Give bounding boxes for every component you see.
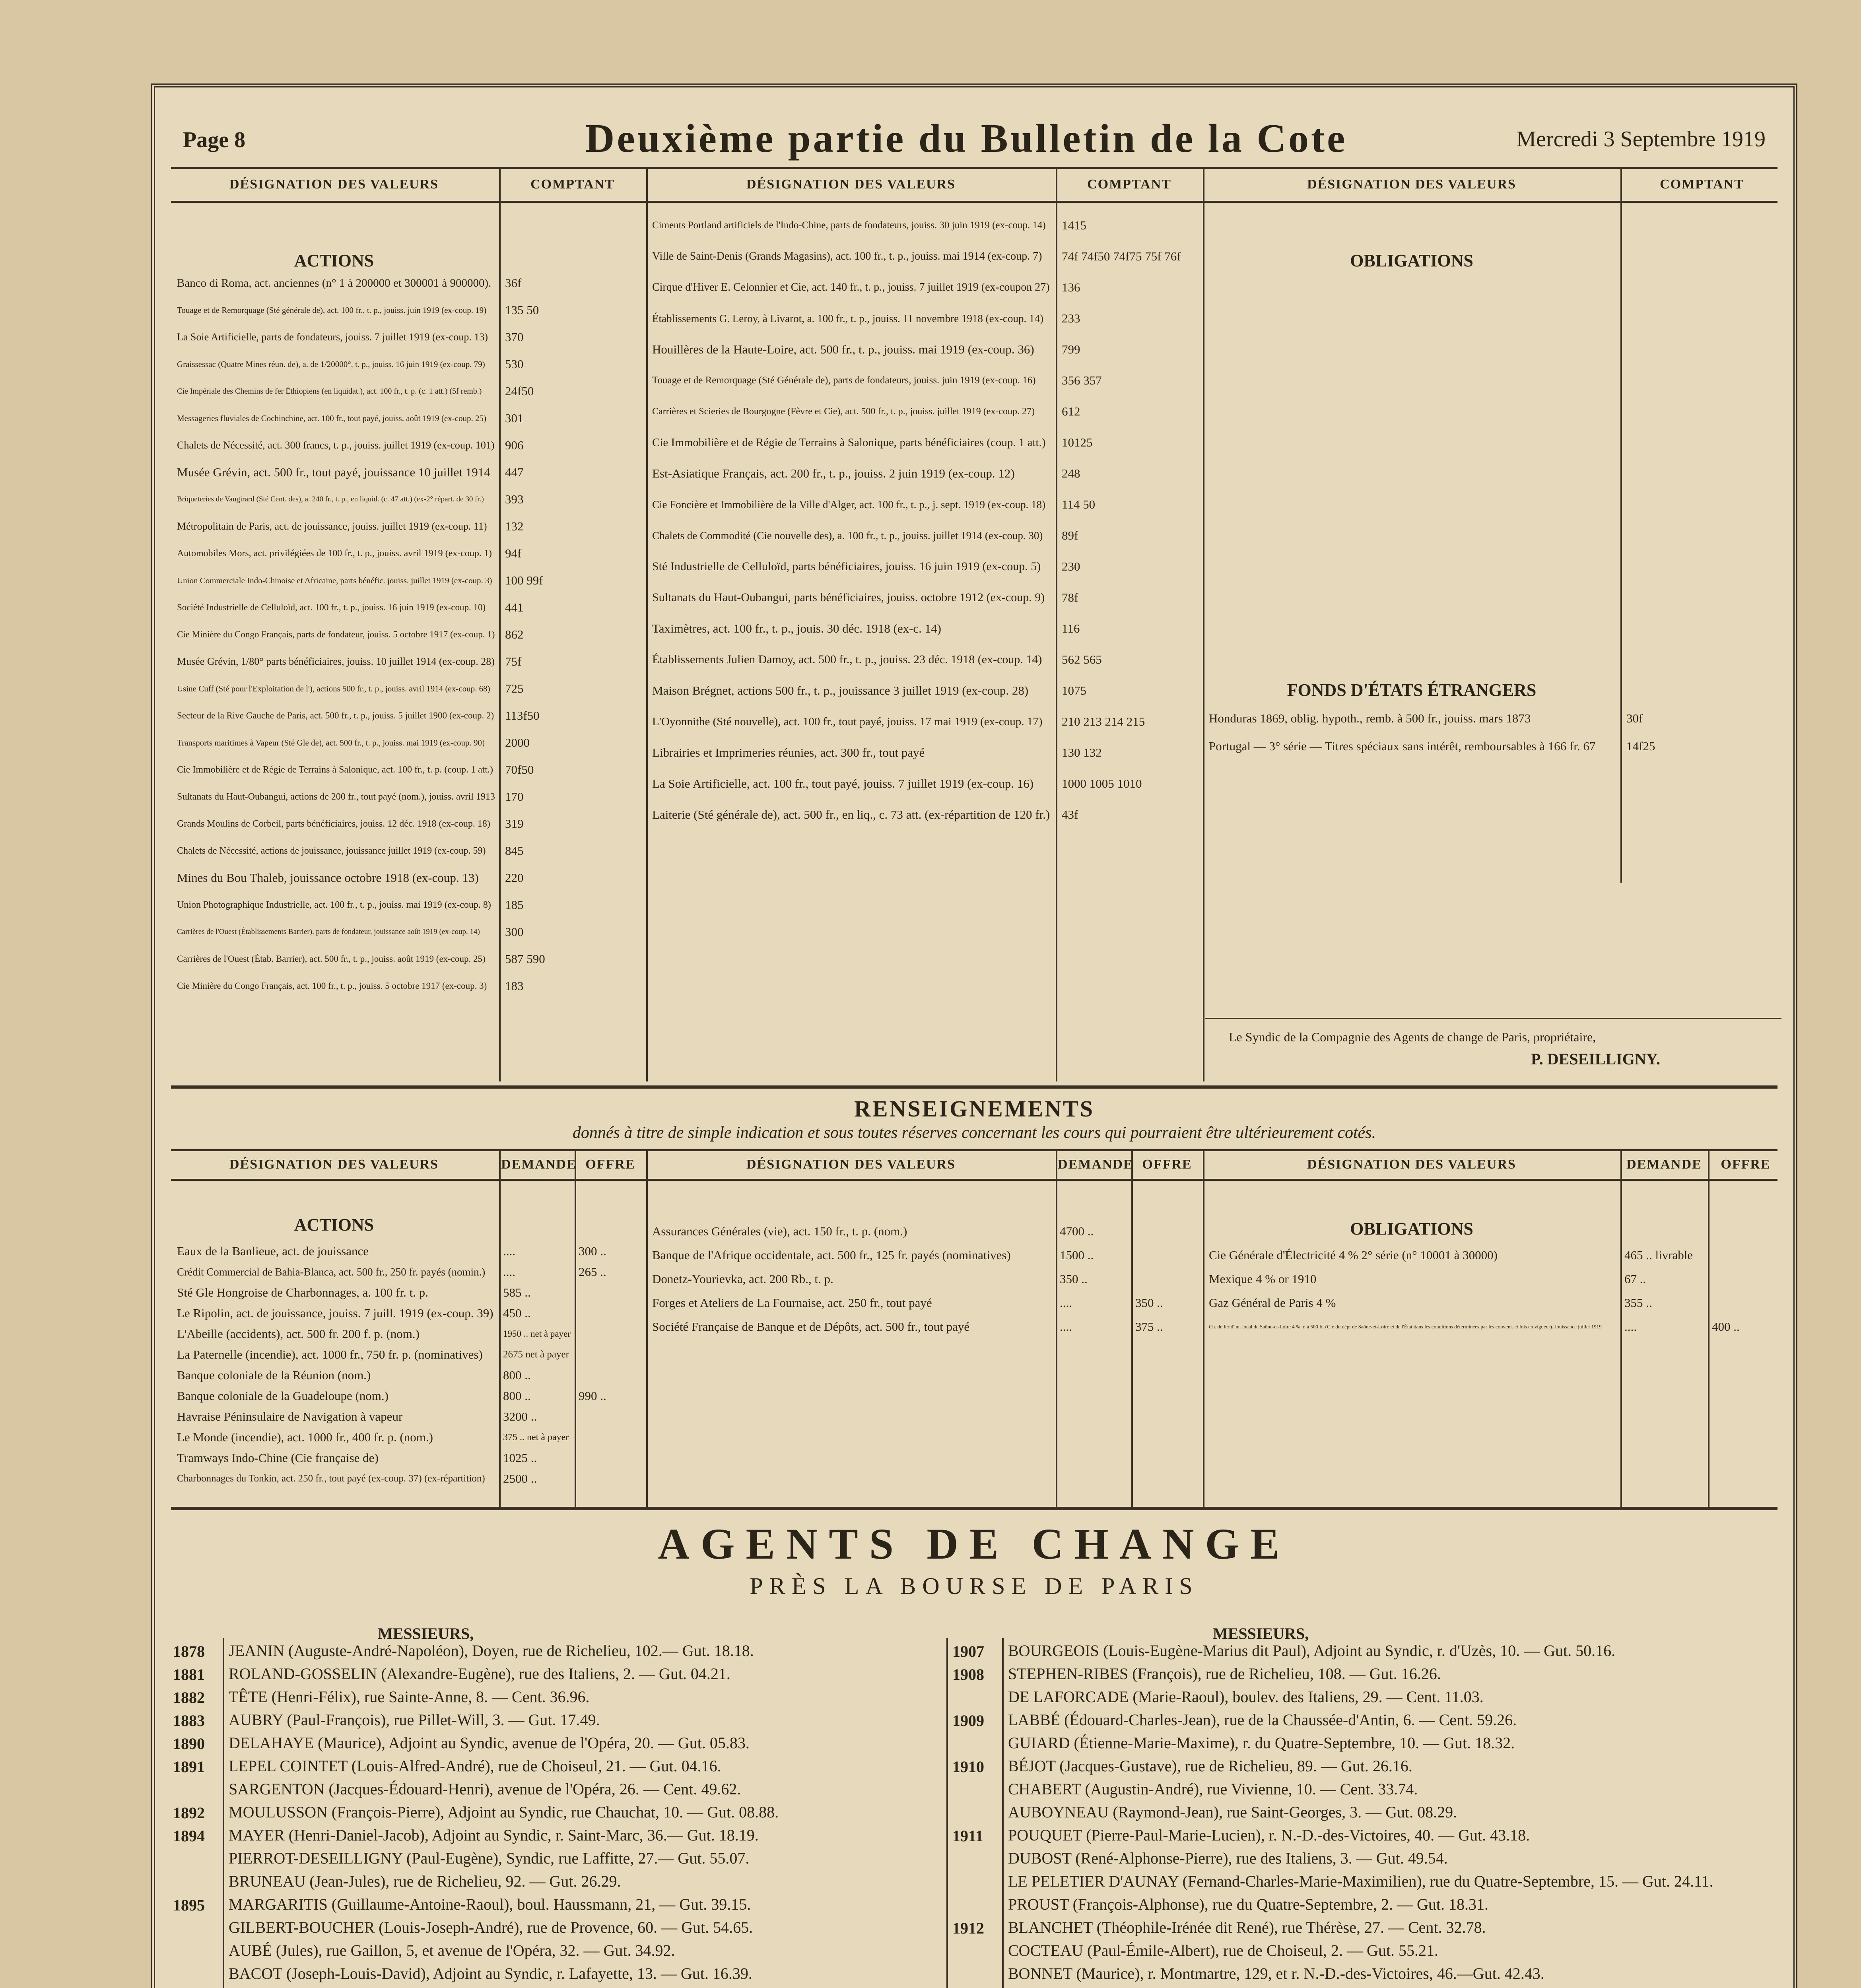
agent-entry: MOULUSSON (François-Pierre), Adjoint au Syndic, rue Chauchat, 10. — Gut. 08.88. [229,1803,779,1821]
renseign-name: Le Ripolin, act. de jouissance, jouiss. 7 juill. 1919 (ex-coup. 39) [177,1306,493,1320]
listing-price: 248 [1062,466,1080,480]
vline-1 [499,167,501,1081]
listing-name: La Soie Artificielle, parts de fondateurs, jouiss. 7 juillet 1919 (ex-coup. 13) [177,331,488,343]
listing-name: Cie Foncière et Immobilière de la Ville d'Alger, act. 100 fr., t. p., j. sept. 1919 (ex-coup. 18) [652,499,1046,511]
listing-price: 78f [1062,590,1078,604]
agent-entry: LE PELETIER D'AUNAY (Fernand-Charles-Marie-Maximilien), rue du Quatre-Septembre, 15. — Gut. 24.11. [1008,1872,1713,1890]
r-vline-1 [499,1149,501,1507]
renseign-demande: 1950 .. net à payer [503,1329,571,1339]
listing-name: Cie Minière du Congo Français, act. 100 fr., t. p., jouiss. 5 octobre 1917 (ex-coup. 3) [177,981,487,991]
r-col3-offre: OFFRE [1721,1157,1771,1172]
agent-year: 1890 [173,1735,205,1753]
page-header [179,115,1774,163]
agent-entry: AUBRY (Paul-François), rue Pillet-Will, 3. — Gut. 17.49. [229,1711,600,1729]
listing-price: 43f [1062,808,1078,821]
page-date: Mercredi 3 Septembre 1919 [1516,127,1766,151]
listing-name: Usine Cuff (Sté pour l'Exploitation de l'), actions 500 fr., t. p., jouiss. avril 1914 (ex-coup. 68) [177,684,490,693]
listing-price: 300 [505,925,524,939]
listing-name: Établissements Julien Damoy, act. 500 fr., t. p., jouiss. 23 déc. 1918 (ex-coup. 14) [652,653,1042,666]
renseign-offre: 265 .. [579,1265,606,1279]
r-vline-2 [575,1149,576,1507]
renseignements-subtitle: donnés à titre de simple indication et sous toutes réserves concernant les cours qui pourraient être ultérieurement cotés. [572,1124,1376,1142]
listing-price: 370 [505,330,524,344]
listing-price: 530 [505,357,524,371]
r-col2-demande: DEMANDE [1058,1157,1133,1172]
messieurs-right: MESSIEURS, [1213,1625,1309,1642]
agent-entry: BÉJOT (Jacques-Gustave), rue de Richelieu, 89. — Gut. 26.16. [1008,1757,1412,1775]
listing-name: Établissements G. Leroy, à Livarot, a. 100 fr., t. p., jouiss. 11 novembre 1918 (ex-coup. 14) [652,313,1044,324]
listing-price: 447 [505,465,524,479]
r-actions-title: ACTIONS [294,1215,374,1235]
renseign-demande: 585 .. [503,1285,531,1299]
renseign-name: Donetz-Yourievka, act. 200 Rb., t. p. [652,1272,833,1286]
listing-price: 30f [1626,711,1643,725]
agent-year: 1895 [173,1896,205,1914]
listing-name: Chalets de Nécessité, act. 300 francs, t. p., jouiss. juillet 1919 (ex-coup. 101) [177,439,495,451]
agent-vline-3 [1002,1638,1004,1988]
agent-entry: PROUST (François-Alphonse), rue du Quatre-Septembre, 2. — Gut. 18.31. [1008,1895,1488,1913]
renseign-offre: 400 .. [1712,1320,1740,1334]
renseign-name: Sté Gle Hongroise de Charbonnages, a. 100 fr. t. p. [177,1285,428,1299]
renseign-demande: 1025 .. [503,1451,537,1465]
listing-price: 136 [1062,280,1080,294]
listing-price: 230 [1062,559,1080,573]
renseign-name: Gaz Général de Paris 4 % [1209,1296,1336,1310]
listing-name: Carrières et Scieries de Bourgogne (Fèvre et Cie), act. 500 fr., t. p., jouiss. juillet 1919 (ex-coup. 27) [652,406,1035,417]
r-col1-heading: DÉSIGNATION DES VALEURS [229,1157,439,1172]
listing-price: 725 [505,681,524,695]
col1-comptant-heading: COMPTANT [530,177,615,192]
listing-price: 906 [505,438,524,452]
listing-name: Ville de Saint-Denis (Grands Magasins), act. 100 fr., t. p., jouiss. mai 1914 (ex-coup. 7) [652,250,1042,262]
listing-name: Honduras 1869, oblig. hypoth., remb. à 500 fr., jouiss. mars 1873 [1209,711,1531,725]
listing-price: 862 [505,627,524,641]
agent-entry: GILBERT-BOUCHER (Louis-Joseph-André), rue de Provence, 60. — Gut. 54.65. [229,1918,753,1936]
col2-comptant-heading: COMPTANT [1087,177,1171,192]
vline-5 [1620,167,1622,883]
listing-price: 1000 1005 1010 [1062,777,1142,790]
listing-price: 1415 [1062,218,1086,232]
renseign-demande: 350 .. [1060,1272,1088,1286]
renseign-name: Charbonnages du Tonkin, act. 250 fr., tout payé (ex-coup. 37) (ex-répartition) [177,1473,485,1484]
listing-name: Portugal — 3° série — Titres spéciaux sans intérêt, remboursables à 166 fr. 67 [1209,739,1596,753]
listing-name: Banco di Roma, act. anciennes (n° 1 à 200000 et 300001 à 900000). [177,277,491,289]
listing-name: Librairies et Imprimeries réunies, act. 300 fr., tout payé [652,746,925,759]
listing-price: 587 590 [505,952,545,966]
renseign-demande: .... [1060,1320,1072,1334]
agent-year: 1907 [952,1642,984,1660]
listing-name: L'Oyonnithe (Sté nouvelle), act. 100 fr., tout payé, jouiss. 17 mai 1919 (ex-coup. 17) [652,715,1043,728]
agent-entry: MAYER (Henri-Daniel-Jacob), Adjoint au Syndic, r. Saint-Marc, 36.— Gut. 18.19. [229,1826,759,1844]
renseign-offre: 990 .. [579,1389,606,1403]
col2-heading: DÉSIGNATION DES VALEURS [746,177,956,192]
listing-name: Taximètres, act. 100 fr., t. p., jouis. 30 déc. 1918 (ex-c. 14) [652,621,942,635]
agent-entry: GUIARD (Étienne-Marie-Maxime), r. du Quatre-Septembre, 10. — Gut. 18.32. [1008,1734,1515,1752]
listing-name: Est-Asiatique Français, act. 200 fr., t. p., jouiss. 2 juin 1919 (ex-coup. 12) [652,466,1015,480]
col3-comptant-heading: COMPTANT [1660,177,1744,192]
listing-name: Métropolitain de Paris, act. de jouissance, jouiss. juillet 1919 (ex-coup. 11) [177,520,487,532]
r-col3-demande: DEMANDE [1626,1157,1702,1172]
renseign-demande: 67 .. [1624,1272,1646,1286]
r-col1-demande: DEMANDE [501,1157,577,1172]
agent-entry: POUQUET (Pierre-Paul-Marie-Lucien), r. N.-D.-des-Victoires, 40. — Gut. 43.18. [1008,1826,1530,1844]
agent-vline-1 [223,1638,224,1988]
renseign-demande: 800 .. [503,1368,531,1382]
r-col1-offre: OFFRE [585,1157,635,1172]
listing-price: 612 [1062,404,1080,418]
renseign-head-rule-bottom [171,1179,1777,1181]
r-col2-offre: OFFRE [1142,1157,1192,1172]
listing-price: 301 [505,411,524,425]
listing-price: 393 [505,492,524,506]
listing-price: 114 50 [1062,497,1096,511]
listing-price: 1075 [1062,683,1086,697]
renseign-demande: 800 .. [503,1389,531,1403]
listing-name: Briqueteries de Vaugirard (Sté Cent. des), a. 240 fr., t. p., en liquid. (c. 47 att.) (ex-2° répart. de 30 fr.) [177,495,484,503]
agent-year: 1883 [173,1712,205,1730]
listing-name: Société Industrielle de Celluloïd, act. 100 fr., t. p., jouiss. 16 juin 1919 (ex-coup. 10) [177,602,486,612]
agent-year: 1882 [173,1689,205,1706]
listing-price: 116 [1062,621,1080,635]
agent-entry: ROLAND-GOSSELIN (Alexandre-Eugène), rue des Italiens, 2. — Gut. 04.21. [229,1665,730,1683]
listing-name: Cirque d'Hiver E. Celonnier et Cie, act. 140 fr., t. p., jouiss. 7 juillet 1919 (ex-coupon 27) [652,281,1050,293]
listing-price: 233 [1062,311,1080,325]
agent-year: 1912 [952,1919,984,1937]
agent-entry: BLANCHET (Théophile-Irénée dit René), rue Thérèse, 27. — Cent. 32.78. [1008,1918,1486,1936]
listing-name: Touage et de Remorquage (Sté générale de), act. 100 fr., t. p., jouiss. juin 1919 (ex-coup. 19) [177,305,487,315]
listing-price: 220 [505,871,524,885]
agent-entry: MARGARITIS (Guillaume-Antoine-Raoul), boul. Haussmann, 21, — Gut. 39.15. [229,1895,751,1913]
listing-name: Secteur de la Rive Gauche de Paris, act. 500 fr., t. p., jouiss. 5 juillet 1900 (ex-coup. 2) [177,711,494,720]
renseign-name: Forges et Ateliers de La Fournaise, act. 250 fr., tout payé [652,1296,932,1310]
agent-entry: DELAHAYE (Maurice), Adjoint au Syndic, avenue de l'Opéra, 20. — Gut. 05.83. [229,1734,750,1752]
renseignements-title: RENSEIGNEMENTS [854,1096,1094,1122]
listing-name: Automobiles Mors, act. privilégiées de 100 fr., t. p., jouiss. avril 1919 (ex-coup. 1) [177,548,492,559]
agent-entry: STEPHEN-RIBES (François), rue de Richelieu, 108. — Gut. 16.26. [1008,1665,1441,1683]
r-vline-6 [1203,1149,1204,1507]
listing-price: 562 565 [1062,652,1102,666]
actions-title: ACTIONS [294,251,374,270]
renseign-name: Assurances Générales (vie), act. 150 fr., t. p. (nom.) [652,1224,907,1238]
listing-name: Chalets de Nécessité, actions de jouissance, jouissance juillet 1919 (ex-coup. 59) [177,846,486,856]
listing-name: Union Commerciale Indo-Chinoise et Africaine, parts bénéfic. jouiss. juillet 1919 (ex-coup. 3) [177,576,492,585]
listing-price: 113f50 [505,709,540,722]
vline-4 [1203,167,1204,1081]
renseign-demande: 4700 .. [1060,1224,1094,1238]
renseign-demande: 355 .. [1624,1296,1652,1310]
page-number: Page 8 [183,128,246,152]
listing-name: Union Photographique Industrielle, act. 100 fr., t. p., jouiss. mai 1919 (ex-coup. 8) [177,900,491,910]
agents-subtitle: PRÈS LA BOURSE DE PARIS [750,1573,1199,1599]
col1-heading: DÉSIGNATION DES VALEURS [229,177,439,192]
listing-price: 94f [505,546,522,560]
listing-name: Cie Immobilière et de Régie de Terrains à Salonique, parts bénéficiaires (coup. 1 att.) [652,436,1046,449]
renseign-offre: 375 .. [1135,1320,1163,1334]
listing-name: Grands Moulins de Corbeil, parts bénéficiaires, jouiss. 12 déc. 1918 (ex-coup. 18) [177,819,490,829]
r-vline-5 [1131,1149,1133,1507]
listing-name: Carrières de l'Ouest (Établissements Barrier), parts de fondateur, jouissance août 1919 (ex-coup. 14) [177,928,480,936]
renseign-name: Le Monde (incendie), act. 1000 fr., 400 fr. p. (nom.) [177,1430,433,1444]
agents-rule-top [171,1507,1777,1510]
col3-heading: DÉSIGNATION DES VALEURS [1307,177,1516,192]
renseign-offre: 350 .. [1135,1296,1163,1310]
fonds-etats-title: FONDS D'ÉTATS ÉTRANGERS [1287,680,1537,700]
renseign-offre: 300 .. [579,1244,606,1258]
listing-name: Laiterie (Sté générale de), act. 500 fr., en liq., c. 73 att. (ex-répartition de 120 fr.) [652,808,1050,821]
renseign-demande: .... [1060,1296,1072,1310]
listing-name: La Soie Artificielle, act. 100 fr., tout payé, jouiss. 7 juillet 1919 (ex-coup. 16) [652,777,1034,790]
listing-name: Cie Impériale des Chemins de fer Éthiopiens (en liquidat.), act. 100 fr., t. p. (c. 1 att.) (5f remb.) [177,387,482,396]
listing-price: 441 [505,600,524,614]
renseign-name: Crédit Commercial de Bahia-Blanca, act. 500 fr., 250 fr. payés (nomin.) [177,1266,486,1278]
renseign-demande: 450 .. [503,1306,531,1320]
renseign-name: Mexique 4 % or 1910 [1209,1272,1317,1286]
listing-name: Musée Grévin, act. 500 fr., tout payé, jouissance 10 juillet 1914 [177,465,490,479]
listing-name: Sultanats du Haut-Oubangui, actions de 200 fr., tout payé (nom.), jouiss. avril 1913 [177,792,495,802]
listing-price: 356 357 [1062,373,1102,387]
agent-entry: COCTEAU (Paul-Émile-Albert), rue de Choiseul, 2. — Gut. 55.21. [1008,1941,1439,1959]
renseign-name: Cie Générale d'Électricité 4 % 2° série (n° 10001 à 30000) [1209,1248,1498,1262]
listing-name: Maison Brégnet, actions 500 fr., t. p., jouissance 3 juillet 1919 (ex-coup. 28) [652,683,1029,697]
renseign-demande: .... [503,1265,515,1279]
listing-price: 10125 [1062,435,1093,449]
listing-name: Chalets de Commodité (Cie nouvelle des), a. 100 fr., t. p., jouiss. juillet 1914 (ex-coup. 30) [652,530,1043,542]
renseign-name: Tramways Indo-Chine (Cie française de) [177,1451,379,1465]
agent-year: 1911 [952,1827,983,1845]
r-vline-7 [1620,1149,1622,1507]
renseign-demande: 375 .. net à payer [503,1432,569,1442]
renseign-demande: .... [1624,1320,1637,1334]
renseign-name: Eaux de la Banlieue, act. de jouissance [177,1244,369,1258]
newspaper-page [151,83,1797,1988]
renseign-name: Banque coloniale de la Guadeloupe (nom.) [177,1389,389,1403]
agent-entry: JEANIN (Auguste-André-Napoléon), Doyen, rue de Richelieu, 102.— Gut. 18.18. [229,1642,754,1660]
agent-entry: BRUNEAU (Jean-Jules), rue de Richelieu, 92. — Gut. 26.29. [229,1872,621,1890]
agent-year: 1891 [173,1758,205,1776]
listing-name: Transports maritimes à Vapeur (Sté Gle de), act. 500 fr., t. p., jouiss. mai 1919 (ex-coup. 90) [177,738,485,747]
header-rule [171,167,1777,169]
agent-year: 1881 [173,1666,205,1683]
listing-name: Touage et de Remorquage (Sté Générale de), parts de fondateurs, jouiss. juin 1919 (ex-coup. 16) [652,375,1036,386]
r-vline-8 [1708,1149,1709,1507]
messieurs-left: MESSIEURS, [378,1625,474,1642]
agent-year: 1892 [173,1804,205,1822]
agent-entry: CHABERT (Augustin-André), rue Vivienne, 10. — Cent. 33.74. [1008,1780,1418,1798]
renseign-demande: .... [503,1244,515,1258]
renseign-demande: 465 .. livrable [1624,1248,1693,1262]
syndic-rule [1205,1018,1781,1019]
agent-entry: AUBOYNEAU (Raymond-Jean), rue Saint-Georges, 3. — Gut. 08.29. [1008,1803,1457,1821]
renseign-rule-top [171,1085,1777,1089]
listing-price: 2000 [505,736,530,749]
listing-price: 135 50 [505,303,539,317]
listing-name: Ciments Portland artificiels de l'Indo-Chine, parts de fondateurs, jouiss. 30 juin 1919 (ex-coup. 14) [652,220,1046,231]
renseign-name: La Paternelle (incendie), act. 1000 fr., 750 fr. p. (nominatives) [177,1347,483,1361]
agent-entry: BONNET (Maurice), r. Montmartre, 129, et r. N.-D.-des-Victoires, 46.—Gut. 42.43. [1008,1965,1544,1982]
agent-entry: SARGENTON (Jacques-Édouard-Henri), avenue de l'Opéra, 26. — Cent. 49.62. [229,1780,741,1798]
agent-entry: DUBOST (René-Alphonse-Pierre), rue des Italiens, 3. — Gut. 49.54. [1008,1849,1448,1867]
agent-entry: BOURGEOIS (Louis-Eugène-Marius dit Paul), Adjoint au Syndic, r. d'Uzès, 10. — Gut. 50.16. [1008,1642,1616,1660]
listing-price: 132 [505,519,524,533]
renseign-name: Banque de l'Afrique occidentale, act. 500 fr., 125 fr. payés (nominatives) [652,1248,1011,1262]
agent-year: 1878 [173,1642,205,1660]
listing-price: 14f25 [1626,739,1655,753]
heading-rule [171,201,1777,203]
syndic-line: Le Syndic de la Compagnie des Agents de change de Paris, propriétaire, [1229,1030,1596,1044]
agent-entry: TÊTE (Henri-Félix), rue Sainte-Anne, 8. — Cent. 36.96. [229,1688,590,1706]
listing-name: Graissessac (Quatre Mines réun. de), a. de 1/20000°, t. p., jouiss. 16 juin 1919 (ex-coup. 79) [177,359,485,369]
listing-price: 845 [505,844,524,858]
listing-price: 319 [505,817,524,831]
r-vline-4 [1056,1149,1057,1507]
agent-year: 1910 [952,1758,984,1776]
agent-vline-2 [946,1638,948,1988]
vline-3 [1056,167,1057,1081]
listing-price: 130 132 [1062,746,1102,759]
agents-title: AGENTS DE CHANGE [658,1520,1291,1568]
listing-name: Cie Immobilière et de Régie de Terrains à Salonique, act. 100 fr., t. p. (coup. 1 att.) [177,765,493,775]
r-col3-heading: DÉSIGNATION DES VALEURS [1307,1157,1516,1172]
page-title: Deuxième partie du Bulletin de la Cote [585,116,1348,161]
renseign-demande: 1500 .. [1060,1248,1094,1262]
renseign-name: Société Française de Banque et de Dépôts, act. 500 fr., tout payé [652,1320,969,1334]
r-col2-heading: DÉSIGNATION DES VALEURS [746,1157,956,1172]
agent-year: 1909 [952,1712,984,1730]
listing-price: 36f [505,276,522,290]
listing-price: 170 [505,790,524,804]
agent-entry: AUBÉ (Jules), rue Gaillon, 5, et avenue de l'Opéra, 32. — Gut. 34.92. [229,1941,675,1959]
listing-name: Musée Grévin, 1/80° parts bénéficiaires, jouiss. 10 juillet 1914 (ex-coup. 28) [177,656,495,667]
vline-2 [646,167,648,1081]
agent-entry: PIERROT-DESEILLIGNY (Paul-Eugène), Syndic, rue Laffitte, 27.— Gut. 55.07. [229,1849,750,1867]
listing-name: Carrières de l'Ouest (Étab. Barrier), act. 500 fr., t. p., jouiss. août 1919 (ex-coup. 25) [177,954,486,964]
renseign-demande: 2500 .. [503,1472,537,1485]
r-vline-3 [646,1149,648,1507]
listing-price: 100 99f [505,573,543,587]
agent-year: 1894 [173,1827,205,1845]
listing-name: Sté Industrielle de Celluloïd, parts bénéficiaires, jouiss. 16 juin 1919 (ex-coup. 5) [652,560,1041,573]
listing-price: 185 [505,898,524,912]
agent-entry: BACOT (Joseph-Louis-David), Adjoint au Syndic, r. Lafayette, 13. — Gut. 16.39. [229,1965,752,1982]
listing-name: Houillères de la Haute-Loire, act. 500 fr., t. p., jouiss. mai 1919 (ex-coup. 36) [652,342,1034,356]
listing-price: 75f [505,654,522,668]
listing-name: Sultanats du Haut-Oubangui, parts bénéficiaires, jouiss. octobre 1912 (ex-coup. 9) [652,591,1045,604]
agent-entry: LABBÉ (Édouard-Charles-Jean), rue de la Chaussée-d'Antin, 6. — Cent. 59.26. [1008,1711,1517,1729]
listing-price: 210 213 214 215 [1062,714,1145,728]
listing-price: 89f [1062,528,1078,542]
renseign-demande: 3200 .. [503,1409,537,1423]
listing-price: 74f 74f50 74f75 75f 76f [1062,249,1181,263]
listing-price: 183 [505,979,524,993]
listing-price: 24f50 [505,384,534,398]
listing-name: Mines du Bou Thaleb, jouissance octobre 1918 (ex-coup. 13) [177,871,479,885]
renseign-name: Ch. de fer d'int. local de Saône-et-Loire 4 %, r. à 500 fr. (Cie du dépt de Saône-et-Loire et de l'État dans les conditions déterminées par les convent. et lois en vigueur). Jouissance juillet 1919 [1209,1324,1602,1330]
listing-name: Messageries fluviales de Cochinchine, act. 100 fr., tout payé, jouiss. août 1919 (ex-coup. 25) [177,414,486,423]
renseign-name: Havraise Péninsulaire de Navigation à vapeur [177,1409,403,1423]
listing-price: 799 [1062,342,1080,356]
renseign-name: L'Abeille (accidents), act. 500 fr. 200 f. p. (nom.) [177,1327,420,1341]
renseign-demande: 2675 net à payer [503,1349,569,1360]
renseign-head-rule-top [171,1149,1777,1151]
agent-year: 1908 [952,1666,984,1683]
obligations-title: OBLIGATIONS [1350,251,1473,270]
agent-entry: DE LAFORCADE (Marie-Raoul), boulev. des Italiens, 29. — Cent. 11.03. [1008,1688,1484,1706]
syndic-name: P. DESEILLIGNY. [1531,1050,1660,1068]
listing-price: 70f50 [505,763,534,777]
listing-name: Cie Minière du Congo Français, parts de fondateur, jouiss. 5 octobre 1917 (ex-coup. 1) [177,629,495,639]
r-obligations-title: OBLIGATIONS [1350,1219,1473,1239]
renseign-name: Banque coloniale de la Réunion (nom.) [177,1368,371,1382]
agent-entry: LEPEL COINTET (Louis-Alfred-André), rue de Choiseul, 21. — Gut. 04.16. [229,1757,721,1775]
